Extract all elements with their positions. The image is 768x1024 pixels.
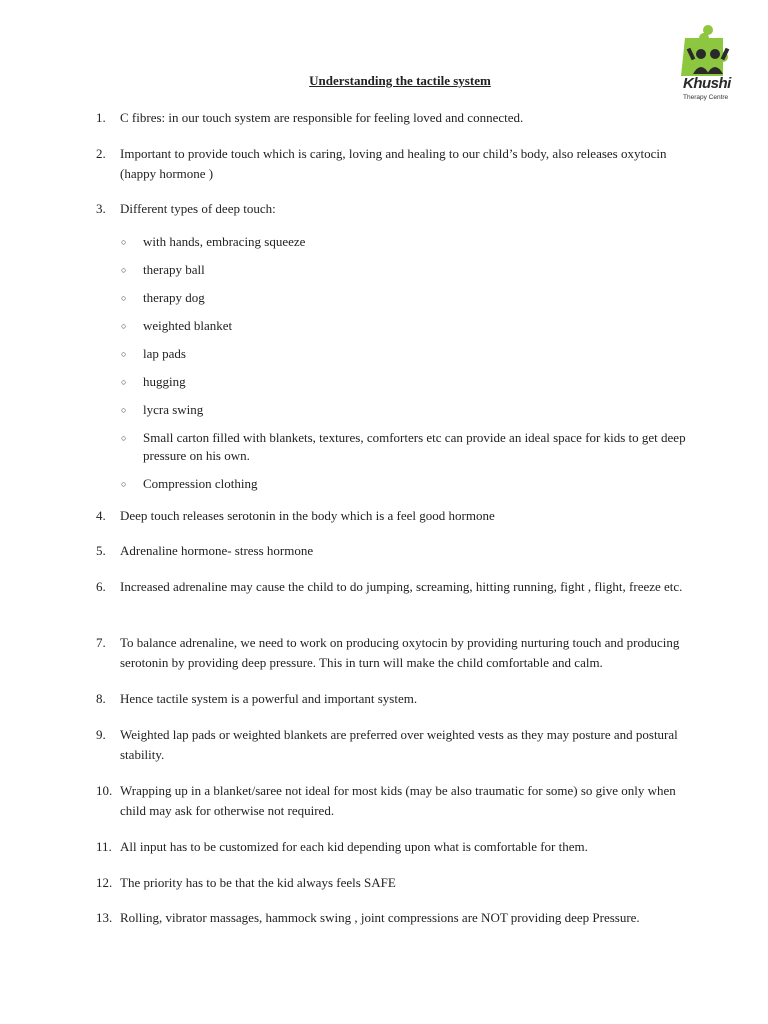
list-item bbox=[96, 108, 700, 128]
sub-list-item-text: weighted blanket bbox=[143, 318, 233, 333]
list-number: 11. bbox=[96, 839, 112, 854]
list-item-text: Deep touch releases serotonin in the body which is a feel good hormone bbox=[120, 508, 495, 523]
bullet-icon: ○ bbox=[121, 265, 127, 275]
list-item-text: Adrenaline hormone- stress hormone bbox=[120, 543, 314, 558]
list-item-text: Hence tactile system is a powerful and important system. bbox=[120, 691, 418, 706]
list-item bbox=[96, 199, 700, 219]
sub-list-item bbox=[121, 345, 699, 363]
logo-subtitle: Therapy Centre bbox=[683, 94, 729, 101]
list-number: 5. bbox=[96, 543, 106, 558]
sub-list-item-text: hugging bbox=[143, 374, 186, 389]
list-number: 6. bbox=[96, 579, 106, 594]
sub-list-item bbox=[121, 475, 699, 493]
list-item bbox=[96, 781, 700, 821]
list-number: 1. bbox=[96, 110, 106, 125]
list-number: 4. bbox=[96, 508, 106, 523]
list-number: 13. bbox=[96, 910, 113, 925]
sub-list-item-text: therapy ball bbox=[143, 262, 205, 277]
list-number: 8. bbox=[96, 691, 106, 706]
khushi-logo-icon bbox=[681, 24, 735, 104]
sub-list-item bbox=[121, 429, 699, 465]
sub-list-item bbox=[121, 261, 699, 279]
list-item-text: Rolling, vibrator massages, hammock swing , joint compressions are NOT providing deep Pressure. bbox=[120, 910, 640, 925]
list-item-text: Weighted lap pads or weighted blankets are preferred over weighted vests as they may posture and postural stability. bbox=[120, 727, 678, 762]
sub-list-item-text: lycra swing bbox=[143, 402, 204, 417]
list-item-text: C fibres: in our touch system are responsible for feeling loved and connected. bbox=[120, 110, 524, 125]
bullet-icon: ○ bbox=[121, 321, 127, 331]
list-item-text: To balance adrenaline, we need to work on producing oxytocin by providing nurturing touch and producing serotonin by providing deep pressure. This in turn will make the child comfortable and calm. bbox=[120, 635, 680, 670]
sub-list-item-text: lap pads bbox=[143, 346, 186, 361]
sub-list-item bbox=[121, 289, 699, 307]
list-item-text: Important to provide touch which is caring, loving and healing to our child’s body, also releases oxytocin (happy hormone ) bbox=[120, 146, 667, 181]
list-item-text: Increased adrenaline may cause the child to do jumping, screaming, hitting running, fight , flight, freeze etc. bbox=[120, 579, 683, 594]
list-number: 7. bbox=[96, 635, 106, 650]
bullet-icon: ○ bbox=[121, 377, 127, 387]
list-item bbox=[96, 633, 700, 673]
list-item bbox=[96, 837, 700, 857]
list-number: 12. bbox=[96, 875, 113, 890]
list-number: 2. bbox=[96, 146, 106, 161]
list-number: 10. bbox=[96, 783, 113, 798]
list-item bbox=[96, 577, 700, 597]
bullet-icon: ○ bbox=[121, 479, 127, 489]
bullet-icon: ○ bbox=[121, 433, 127, 443]
sub-list-item-text: Compression clothing bbox=[143, 476, 258, 491]
bullet-icon: ○ bbox=[121, 349, 127, 359]
sub-list-item bbox=[121, 317, 699, 335]
list-item bbox=[96, 506, 700, 526]
list-item bbox=[96, 541, 700, 561]
bullet-icon: ○ bbox=[121, 237, 127, 247]
list-item-text: All input has to be customized for each kid depending upon what is comfortable for them. bbox=[120, 839, 588, 854]
bullet-icon: ○ bbox=[121, 405, 127, 415]
bullet-icon: ○ bbox=[121, 293, 127, 303]
sub-list-item-text: therapy dog bbox=[143, 290, 205, 305]
list-item-text: Different types of deep touch: bbox=[120, 201, 276, 216]
list-item bbox=[96, 908, 700, 928]
list-item-text: The priority has to be that the kid always feels SAFE bbox=[120, 875, 396, 890]
document-title: Understanding the tactile system bbox=[309, 73, 491, 88]
sub-list-item-text: Small carton filled with blankets, textures, comforters etc can provide an ideal space for kids to get deep pressure on his own. bbox=[143, 430, 686, 463]
list-item bbox=[96, 873, 700, 893]
sub-list-item-text: with hands, embracing squeeze bbox=[143, 234, 306, 249]
list-item bbox=[96, 144, 700, 184]
list-item bbox=[96, 725, 700, 765]
list-number: 3. bbox=[96, 201, 106, 216]
list-item-text: Wrapping up in a blanket/saree not ideal for most kids (may be also traumatic for some) so give only when child may ask for otherwise not required. bbox=[120, 783, 676, 818]
sub-list-item bbox=[121, 373, 699, 391]
logo-brand-text: Khushi bbox=[683, 75, 731, 92]
sub-list-item bbox=[121, 233, 699, 251]
list-number: 9. bbox=[96, 727, 106, 742]
sub-list-item bbox=[121, 401, 699, 419]
list-item bbox=[96, 689, 700, 709]
